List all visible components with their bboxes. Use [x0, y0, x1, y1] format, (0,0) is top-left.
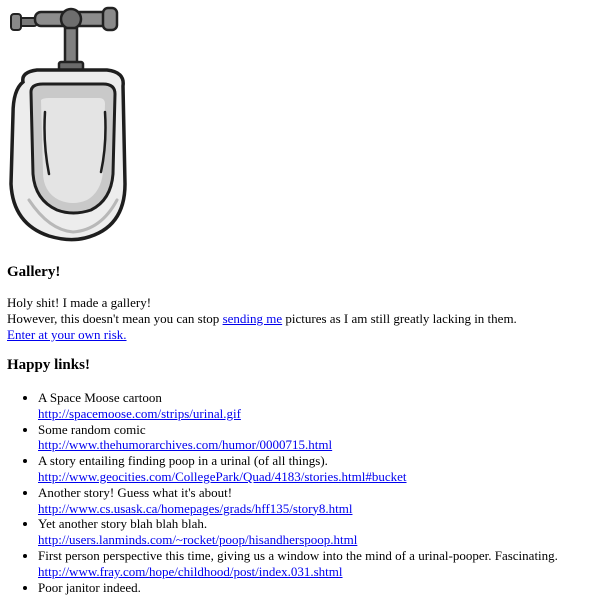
list-item	[38, 516, 603, 548]
list-item	[38, 422, 603, 454]
link-url[interactable]: http://www.fray.com/hope/childhood/post/index.031.shtml	[38, 563, 343, 579]
link-url[interactable]: http://www.geocities.com/CollegePark/Quad/4183/stories.html#bucket	[38, 468, 407, 484]
list-item	[38, 485, 603, 517]
link-description: • Some random comic	[38, 421, 146, 437]
link-description: • First person perspective this time, giving us a window into the mind of a urinal-pooper. Fascinating.	[38, 547, 558, 563]
gallery-line-2-after: pictures as I am still greatly lacking in them.	[282, 311, 517, 326]
happy-links-heading: Happy links!	[7, 357, 90, 373]
link-description: • A story entailing finding poop in a urinal (of all things).	[38, 453, 328, 469]
list-item	[38, 453, 603, 485]
gallery-intro	[7, 295, 603, 343]
list-item	[38, 390, 603, 422]
link-url[interactable]: http://users.lanminds.com/~rocket/poop/hisandherspoop.html	[38, 532, 358, 548]
link-url[interactable]: http://www.cs.usask.ca/homepages/grads/hff135/story8.html	[38, 500, 353, 516]
link-url[interactable]: http://spacemoose.com/strips/urinal.gif	[38, 405, 241, 421]
list-item	[38, 580, 603, 596]
gallery-line-1: Holy shit! I made a gallery!	[7, 295, 152, 310]
link-description: • Another story! Guess what it's about!	[38, 484, 233, 500]
page	[7, 0, 603, 595]
enter-gallery-link[interactable]: Enter at your own risk.	[7, 327, 127, 342]
gallery-line-2-before: However, this doesn't mean you can stop	[7, 311, 223, 326]
happy-links-list	[7, 390, 603, 595]
link-description: • Yet another story blah blah blah.	[38, 516, 208, 532]
gallery-line-2	[7, 311, 603, 327]
link-description: • A Space Moose cartoon	[38, 390, 162, 405]
sending-me-link[interactable]: sending me	[222, 311, 283, 326]
link-url[interactable]: http://www.thehumorarchives.com/humor/0000715.html	[38, 437, 333, 453]
gallery-heading: Gallery!	[7, 264, 61, 280]
enter-gallery-row	[7, 327, 603, 343]
list-item	[38, 548, 603, 580]
urinal-icon	[9, 4, 135, 244]
link-description: • Poor janitor indeed.	[38, 579, 141, 595]
